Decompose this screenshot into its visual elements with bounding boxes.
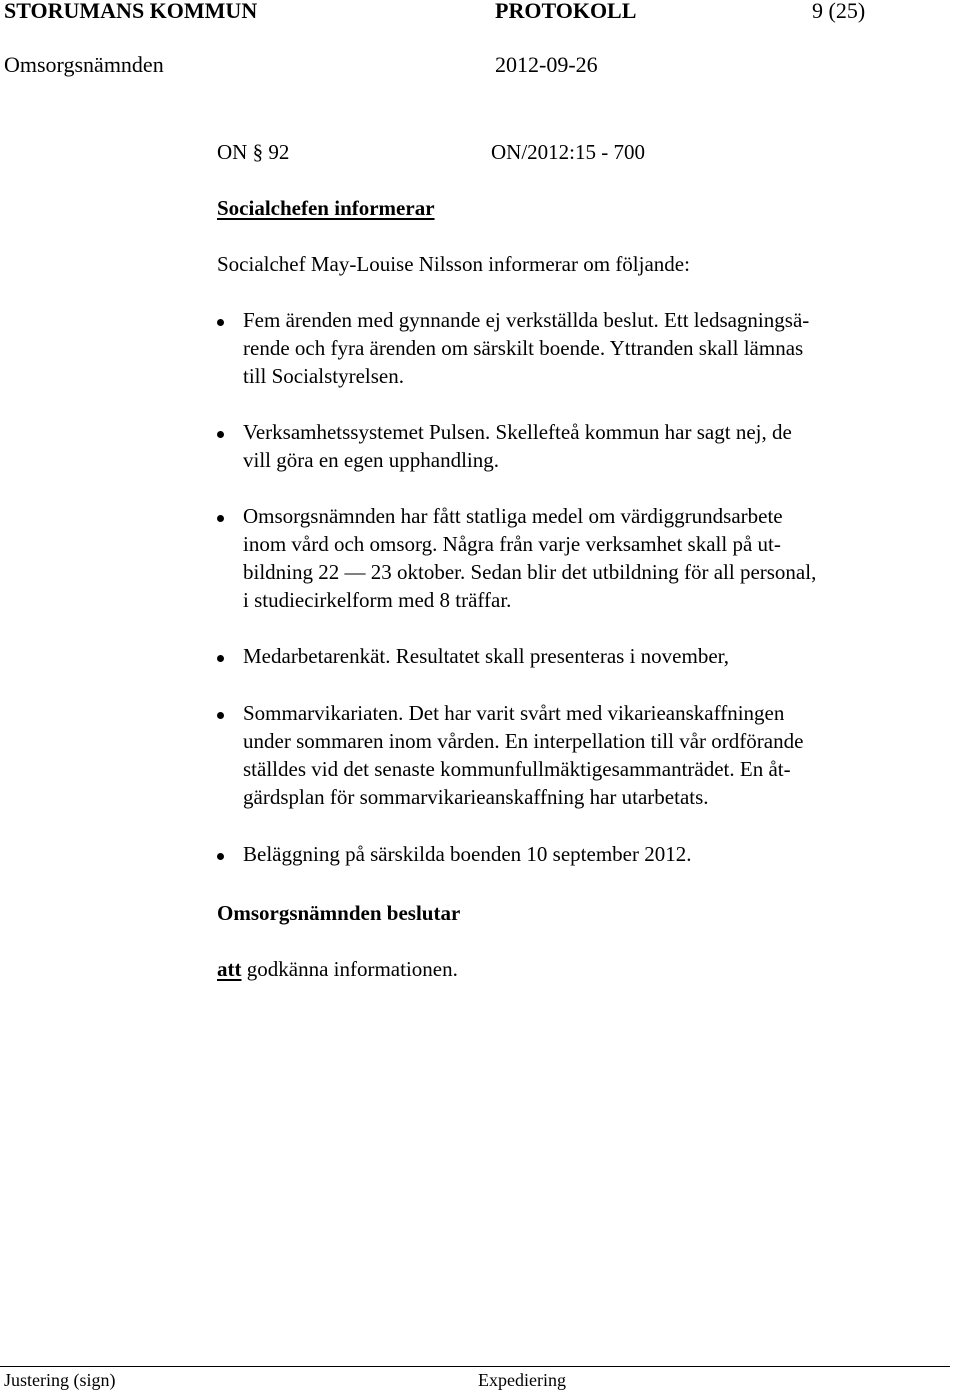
list-item-line: i studiecirkelform med 8 träffar. xyxy=(243,588,512,612)
bullet-icon xyxy=(217,515,224,522)
document-type: PROTOKOLL xyxy=(495,0,637,23)
footer-expediering: Expediering xyxy=(478,1370,566,1390)
org-name: STORUMANS KOMMUN xyxy=(4,0,258,23)
bullet-icon xyxy=(217,853,224,860)
paragraph-number: ON § 92 xyxy=(217,140,290,164)
decision-text: godkänna informationen. xyxy=(241,957,458,981)
list-item-line: till Socialstyrelsen. xyxy=(243,364,404,388)
bullet-icon xyxy=(217,712,224,719)
list-item-line: Medarbetarenkät. Resultatet skall presenteras i november, xyxy=(243,644,730,668)
list-item-line: Beläggning på särskilda boenden 10 september 2012. xyxy=(243,842,692,866)
bullet-icon xyxy=(217,431,224,438)
section-intro: Socialchef May-Louise Nilsson informerar om följande: xyxy=(217,252,690,276)
meeting-date: 2012-09-26 xyxy=(495,52,598,77)
list-item-line: rende och fyra ärenden om särskilt boende. Yttranden skall lämnas xyxy=(243,336,804,360)
list-item-line: vill göra en egen upphandling. xyxy=(243,448,500,472)
list-item-line: Sommarvikariaten. Det har varit svårt med vikarieanskaffningen xyxy=(243,701,785,725)
decision-statement xyxy=(217,955,458,983)
decision-heading: Omsorgsnämnden beslutar xyxy=(217,901,461,925)
list-item-line: Omsorgsnämnden har fått statliga medel om värdiggrundsarbete xyxy=(243,504,783,528)
list-item-line: ställdes vid det senaste kommunfullmäktigesammanträdet. En åt- xyxy=(243,757,791,781)
case-number: ON/2012:15 - 700 xyxy=(491,140,645,164)
list-item-line: bildning 22 — 23 oktober. Sedan blir det utbildning för all personal, xyxy=(243,560,817,584)
footer-justering: Justering (sign) xyxy=(4,1370,116,1390)
bullet-icon xyxy=(217,655,224,662)
section-title: Socialchefen informerar xyxy=(217,196,435,220)
decision-att: att xyxy=(217,957,242,981)
page-number: 9 (25) xyxy=(812,0,866,23)
footer-divider xyxy=(0,1366,950,1367)
committee-name: Omsorgsnämnden xyxy=(4,52,164,77)
list-item-line: under sommaren inom vården. En interpellation till vår ordförande xyxy=(243,729,804,753)
list-item-line: Verksamhetssystemet Pulsen. Skellefteå kommun har sagt nej, de xyxy=(243,420,792,444)
list-item-line: gärdsplan för sommarvikarieanskaffning har utarbetats. xyxy=(243,785,709,809)
list-item-line: inom vård och omsorg. Några från varje verksamhet skall på ut- xyxy=(243,532,781,556)
bullet-icon xyxy=(217,319,224,326)
list-item-line: Fem ärenden med gynnande ej verkställda beslut. Ett ledsagningsä- xyxy=(243,308,810,332)
